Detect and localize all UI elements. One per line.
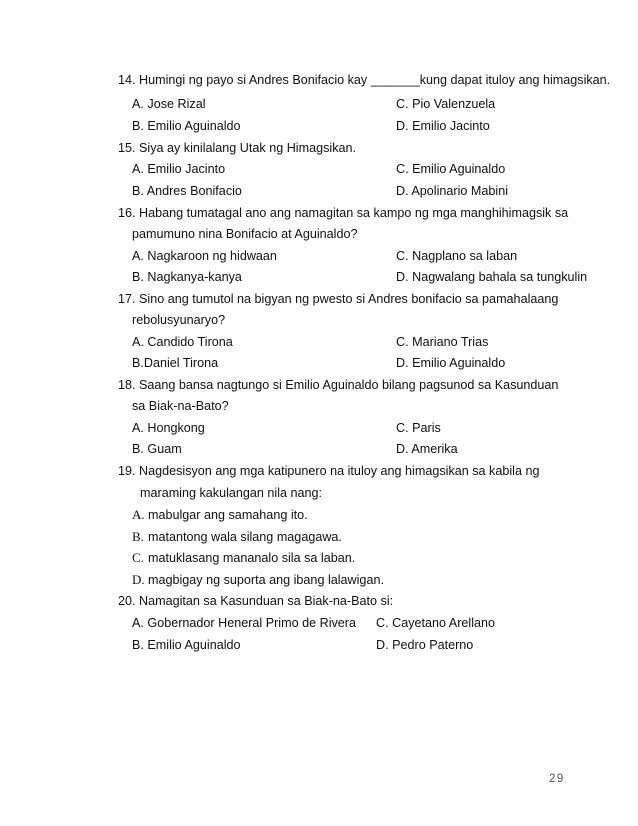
choice-18-c: C. Paris xyxy=(396,421,441,435)
question-17: 17. Sino ang tumutol na bigyan ng pwesto si Andres bonifacio sa pamahalaang xyxy=(118,292,559,306)
choice-16-a: A. Nagkaroon ng hidwaan xyxy=(132,249,277,263)
choice-15-a: A. Emilio Jacinto xyxy=(132,162,226,176)
question-18: 18. Saang bansa nagtungo si Emilio Aguinaldo bilang pagsunod sa Kasunduan xyxy=(118,378,559,392)
list-item-19-c xyxy=(132,550,356,566)
choice-17-d: D. Emilio Aguinaldo xyxy=(396,356,506,370)
choice-14-a: A. Jose Rizal xyxy=(132,97,206,111)
question-16-continuation: pamumuno nina Bonifacio at Aguinaldo? xyxy=(132,227,358,241)
choice-16-b: B. Nagkanya-kanya xyxy=(132,270,242,284)
list-text: matuklasang mananalo sila sa laban. xyxy=(148,551,356,565)
choice-20-d: D. Pedro Paterno xyxy=(376,638,474,652)
choice-20-a: A. Gobernador Heneral Primo de Rivera xyxy=(132,616,356,630)
page-number: 29 xyxy=(549,773,565,785)
choice-15-c: C. Emilio Aguinaldo xyxy=(396,162,506,176)
list-item-19-a xyxy=(132,507,308,523)
list-text: magbigay ng suporta ang ibang lalawigan. xyxy=(148,573,384,587)
choice-17-a: A. Candido Tirona xyxy=(132,335,233,349)
question-16: 16. Habang tumatagal ano ang namagitan sa kampo ng mga manghihimagsik sa xyxy=(118,206,569,220)
question-14: 14. Humingi ng payo si Andres Bonifacio kay _______kung dapat ituloy ang himagsikan. xyxy=(118,73,611,87)
list-text: mabulgar ang samahang ito. xyxy=(148,508,308,522)
list-text: matantong wala silang magagawa. xyxy=(148,530,342,544)
choice-16-c: C. Nagplano sa laban xyxy=(396,249,518,263)
list-item-19-b xyxy=(132,529,342,545)
list-letter: D. xyxy=(132,572,145,587)
choice-18-b: B. Guam xyxy=(132,442,182,456)
choice-15-b: B. Andres Bonifacio xyxy=(132,184,242,198)
choice-14-c: C. Pio Valenzuela xyxy=(396,97,496,111)
choice-16-d: D. Nagwalang bahala sa tungkulin xyxy=(396,270,588,284)
question-19-continuation: maraming kakulangan nila nang: xyxy=(140,486,323,500)
choice-17-c: C. Mariano Trias xyxy=(396,335,489,349)
choice-18-d: D. Amerika xyxy=(396,442,458,456)
question-15: 15. Siya ay kinilalang Utak ng Himagsikan. xyxy=(118,141,357,155)
choice-17-b: B.Daniel Tirona xyxy=(132,356,219,370)
list-letter: C. xyxy=(132,550,144,565)
choice-20-c: C. Cayetano Arellano xyxy=(376,616,496,630)
choice-15-d: D. Apolinario Mabini xyxy=(396,184,509,198)
choice-14-b: B. Emilio Aguinaldo xyxy=(132,119,241,133)
question-18-continuation: sa Biak-na-Bato? xyxy=(132,399,229,413)
list-letter: B. xyxy=(132,529,144,544)
choice-14-d: D. Emilio Jacinto xyxy=(396,119,490,133)
question-17-continuation: rebolusyunaryo? xyxy=(132,313,226,327)
question-19: 19. Nagdesisyon ang mga katipunero na ituloy ang himagsikan sa kabila ng xyxy=(118,464,540,478)
choice-18-a: A. Hongkong xyxy=(132,421,205,435)
question-20: 20. Namagitan sa Kasunduan sa Biak-na-Bato si: xyxy=(118,594,394,608)
list-letter: A. xyxy=(132,507,145,522)
list-item-19-d xyxy=(132,572,384,588)
choice-20-b: B. Emilio Aguinaldo xyxy=(132,638,241,652)
